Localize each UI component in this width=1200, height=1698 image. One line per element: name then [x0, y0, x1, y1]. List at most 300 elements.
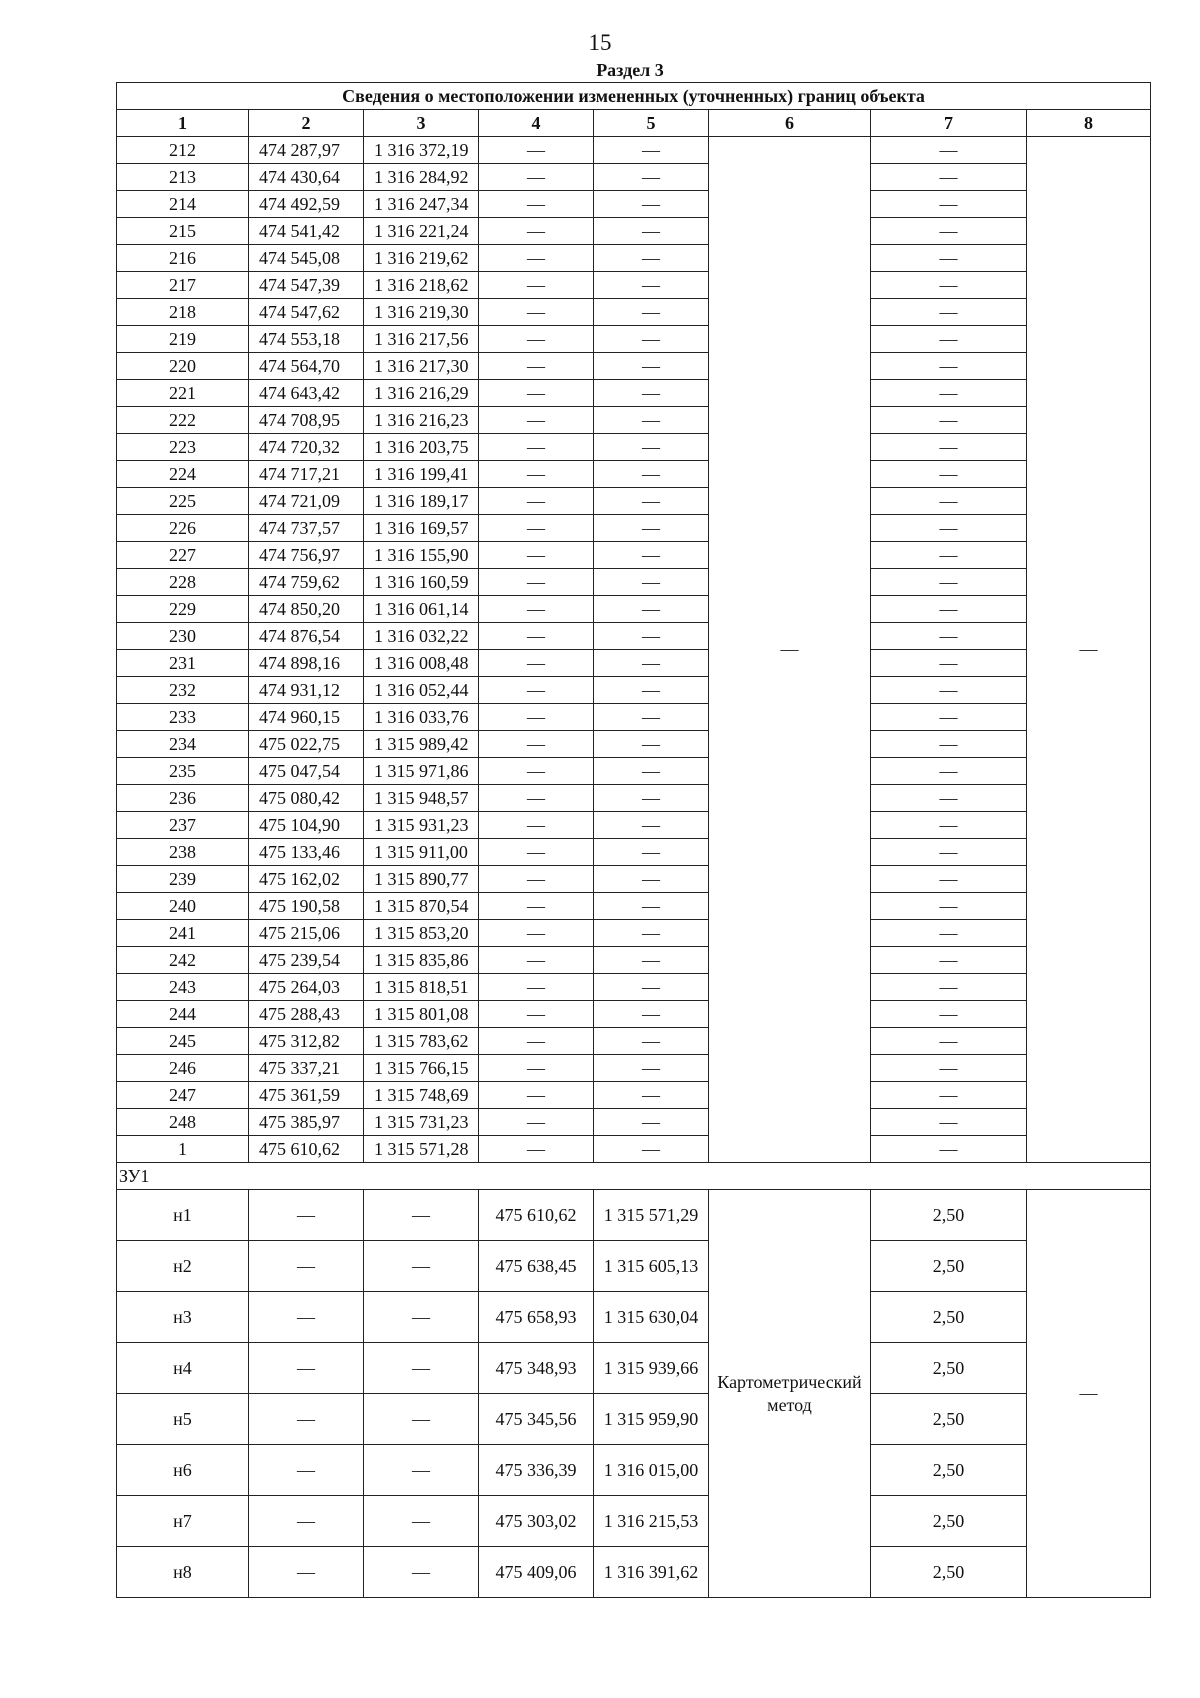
- accuracy-cell: —: [871, 272, 1027, 299]
- coord-x-existing: —: [249, 1496, 364, 1547]
- coord-x-existing: —: [249, 1445, 364, 1496]
- coord-x-new: —: [479, 380, 594, 407]
- coord-y-new: 1 315 571,29: [594, 1190, 709, 1241]
- coord-y-existing: 1 316 155,90: [364, 542, 479, 569]
- coord-y-existing: 1 316 217,30: [364, 353, 479, 380]
- coord-y-new: —: [594, 191, 709, 218]
- method-cell: —: [709, 137, 871, 1163]
- point-number: 219: [117, 326, 249, 353]
- coord-x-new: —: [479, 245, 594, 272]
- accuracy-cell: —: [871, 137, 1027, 164]
- table-row: [117, 893, 1151, 920]
- coord-y-existing: 1 315 911,00: [364, 839, 479, 866]
- table-title: Сведения о местоположении измененных (уточненных) границ объекта: [117, 83, 1151, 110]
- accuracy-cell: 2,50: [871, 1292, 1027, 1343]
- coord-y-new: —: [594, 1082, 709, 1109]
- column-number: 3: [364, 110, 479, 137]
- coord-x-existing: 474 492,59: [249, 191, 364, 218]
- coord-y-new: —: [594, 218, 709, 245]
- coord-x-existing: 474 876,54: [249, 623, 364, 650]
- point-number: 220: [117, 353, 249, 380]
- coord-y-existing: 1 315 818,51: [364, 974, 479, 1001]
- point-number: 221: [117, 380, 249, 407]
- coord-x-new: —: [479, 758, 594, 785]
- coord-y-new: —: [594, 137, 709, 164]
- coord-x-new: 475 658,93: [479, 1292, 594, 1343]
- method-cell: Картометрический метод: [709, 1190, 871, 1598]
- coord-y-new: —: [594, 164, 709, 191]
- point-number: 230: [117, 623, 249, 650]
- coord-x-existing: —: [249, 1394, 364, 1445]
- point-number: 233: [117, 704, 249, 731]
- coord-y-existing: 1 316 160,59: [364, 569, 479, 596]
- coord-y-new: —: [594, 1109, 709, 1136]
- table-row: [117, 299, 1151, 326]
- coord-y-new: —: [594, 542, 709, 569]
- coord-y-existing: —: [364, 1241, 479, 1292]
- coord-y-existing: 1 315 748,69: [364, 1082, 479, 1109]
- coord-x-new: —: [479, 326, 594, 353]
- table-row: [117, 1496, 1151, 1547]
- table-row: [117, 1292, 1151, 1343]
- point-number: 231: [117, 650, 249, 677]
- point-number: 232: [117, 677, 249, 704]
- coord-y-new: —: [594, 434, 709, 461]
- column-number: 2: [249, 110, 364, 137]
- accuracy-cell: —: [871, 461, 1027, 488]
- coord-y-existing: 1 316 052,44: [364, 677, 479, 704]
- coord-y-existing: 1 316 372,19: [364, 137, 479, 164]
- coord-x-existing: 474 564,70: [249, 353, 364, 380]
- accuracy-cell: —: [871, 731, 1027, 758]
- coord-x-new: 475 638,45: [479, 1241, 594, 1292]
- coord-x-existing: 474 553,18: [249, 326, 364, 353]
- accuracy-cell: —: [871, 542, 1027, 569]
- coord-x-existing: 475 190,58: [249, 893, 364, 920]
- coord-y-existing: 1 316 221,24: [364, 218, 479, 245]
- coord-y-existing: 1 316 216,23: [364, 407, 479, 434]
- column-number: 5: [594, 110, 709, 137]
- coord-x-new: 475 610,62: [479, 1190, 594, 1241]
- coord-y-existing: 1 315 801,08: [364, 1001, 479, 1028]
- table-row: [117, 1055, 1151, 1082]
- coord-x-new: 475 303,02: [479, 1496, 594, 1547]
- coord-y-new: 1 315 959,90: [594, 1394, 709, 1445]
- coord-y-existing: —: [364, 1190, 479, 1241]
- boundary-table: [116, 82, 1151, 1598]
- point-number: 223: [117, 434, 249, 461]
- table-row: [117, 218, 1151, 245]
- point-number: н1: [117, 1190, 249, 1241]
- coord-x-existing: 475 022,75: [249, 731, 364, 758]
- coord-y-existing: 1 316 284,92: [364, 164, 479, 191]
- coord-x-new: 475 348,93: [479, 1343, 594, 1394]
- point-number: н6: [117, 1445, 249, 1496]
- coord-y-new: —: [594, 623, 709, 650]
- point-number: н8: [117, 1547, 249, 1598]
- accuracy-cell: —: [871, 866, 1027, 893]
- column-number: 4: [479, 110, 594, 137]
- table-row: [117, 569, 1151, 596]
- coord-x-existing: 475 337,21: [249, 1055, 364, 1082]
- coord-x-new: —: [479, 650, 594, 677]
- accuracy-cell: —: [871, 839, 1027, 866]
- coord-x-new: 475 409,06: [479, 1547, 594, 1598]
- coord-y-existing: 1 316 218,62: [364, 272, 479, 299]
- coord-y-new: —: [594, 407, 709, 434]
- accuracy-cell: —: [871, 407, 1027, 434]
- point-number: н2: [117, 1241, 249, 1292]
- coord-x-existing: 474 960,15: [249, 704, 364, 731]
- coord-y-new: 1 316 391,62: [594, 1547, 709, 1598]
- coord-y-existing: —: [364, 1292, 479, 1343]
- coord-x-new: —: [479, 299, 594, 326]
- coord-x-existing: 474 545,08: [249, 245, 364, 272]
- table-row: [117, 812, 1151, 839]
- accuracy-cell: —: [871, 1109, 1027, 1136]
- point-number: 247: [117, 1082, 249, 1109]
- coord-y-existing: —: [364, 1445, 479, 1496]
- accuracy-cell: —: [871, 515, 1027, 542]
- group-label: ЗУ1: [117, 1163, 1151, 1190]
- table-row: [117, 272, 1151, 299]
- page-number: 15: [588, 30, 612, 55]
- coord-x-new: —: [479, 488, 594, 515]
- point-number: 222: [117, 407, 249, 434]
- table-row: [117, 326, 1151, 353]
- coord-x-existing: 475 080,42: [249, 785, 364, 812]
- coord-y-new: —: [594, 272, 709, 299]
- table-row: [117, 839, 1151, 866]
- coord-y-new: 1 316 015,00: [594, 1445, 709, 1496]
- table-row: [117, 731, 1151, 758]
- column-number: 1: [117, 110, 249, 137]
- coord-x-new: —: [479, 515, 594, 542]
- point-number: 218: [117, 299, 249, 326]
- accuracy-cell: 2,50: [871, 1241, 1027, 1292]
- accuracy-cell: —: [871, 1082, 1027, 1109]
- coord-x-new: —: [479, 218, 594, 245]
- coord-x-existing: —: [249, 1292, 364, 1343]
- accuracy-cell: —: [871, 596, 1027, 623]
- coord-y-new: —: [594, 1001, 709, 1028]
- coord-x-existing: —: [249, 1547, 364, 1598]
- coord-y-existing: 1 315 783,62: [364, 1028, 479, 1055]
- accuracy-cell: —: [871, 974, 1027, 1001]
- coord-x-new: —: [479, 191, 594, 218]
- coord-y-new: —: [594, 758, 709, 785]
- coord-x-new: —: [479, 1001, 594, 1028]
- coord-x-new: —: [479, 1136, 594, 1163]
- table-row: [117, 758, 1151, 785]
- accuracy-cell: —: [871, 893, 1027, 920]
- point-number: 234: [117, 731, 249, 758]
- point-number: 228: [117, 569, 249, 596]
- table-row: [117, 1028, 1151, 1055]
- accuracy-cell: —: [871, 569, 1027, 596]
- coord-x-new: —: [479, 1028, 594, 1055]
- accuracy-cell: —: [871, 164, 1027, 191]
- coord-x-existing: 475 162,02: [249, 866, 364, 893]
- coord-x-new: —: [479, 785, 594, 812]
- coord-y-existing: 1 315 890,77: [364, 866, 479, 893]
- table-row: [117, 704, 1151, 731]
- point-number: 224: [117, 461, 249, 488]
- accuracy-cell: —: [871, 245, 1027, 272]
- coord-x-existing: 474 720,32: [249, 434, 364, 461]
- point-number: 226: [117, 515, 249, 542]
- accuracy-cell: —: [871, 191, 1027, 218]
- coord-x-existing: 475 610,62: [249, 1136, 364, 1163]
- table-row: [117, 866, 1151, 893]
- table-row: [117, 1190, 1151, 1241]
- table-row: [117, 650, 1151, 677]
- coord-x-existing: 475 361,59: [249, 1082, 364, 1109]
- coord-y-new: —: [594, 1028, 709, 1055]
- coord-y-new: —: [594, 920, 709, 947]
- table-row: [117, 1547, 1151, 1598]
- coord-x-existing: 474 756,97: [249, 542, 364, 569]
- table-row: [117, 1001, 1151, 1028]
- coord-y-existing: —: [364, 1496, 479, 1547]
- coord-y-existing: 1 315 571,28: [364, 1136, 479, 1163]
- coord-y-new: —: [594, 596, 709, 623]
- coord-x-existing: 475 312,82: [249, 1028, 364, 1055]
- coord-x-existing: 475 133,46: [249, 839, 364, 866]
- coord-y-new: —: [594, 245, 709, 272]
- table-row: [117, 1241, 1151, 1292]
- coord-y-new: —: [594, 515, 709, 542]
- point-number: 229: [117, 596, 249, 623]
- group-header-row: [117, 1163, 1151, 1190]
- coord-x-existing: 474 287,97: [249, 137, 364, 164]
- table-row: [117, 1136, 1151, 1163]
- coord-x-existing: 474 541,42: [249, 218, 364, 245]
- coord-y-existing: —: [364, 1547, 479, 1598]
- coord-x-existing: 475 104,90: [249, 812, 364, 839]
- table-row: [117, 434, 1151, 461]
- table-row: [117, 461, 1151, 488]
- accuracy-cell: —: [871, 677, 1027, 704]
- point-number: 243: [117, 974, 249, 1001]
- coord-x-new: —: [479, 434, 594, 461]
- coord-x-existing: —: [249, 1190, 364, 1241]
- coord-y-new: —: [594, 704, 709, 731]
- coord-y-new: —: [594, 812, 709, 839]
- accuracy-cell: —: [871, 758, 1027, 785]
- coord-y-new: —: [594, 461, 709, 488]
- accuracy-cell: —: [871, 1055, 1027, 1082]
- coord-y-existing: —: [364, 1394, 479, 1445]
- section-title: Раздел 3: [596, 60, 664, 80]
- table-row: [117, 164, 1151, 191]
- point-number: 215: [117, 218, 249, 245]
- coord-y-existing: 1 316 217,56: [364, 326, 479, 353]
- accuracy-cell: 2,50: [871, 1190, 1027, 1241]
- table-row: [117, 947, 1151, 974]
- coord-y-existing: 1 315 870,54: [364, 893, 479, 920]
- coord-y-existing: 1 316 216,29: [364, 380, 479, 407]
- coord-y-new: —: [594, 866, 709, 893]
- column-number: 6: [709, 110, 871, 137]
- coord-x-new: 475 345,56: [479, 1394, 594, 1445]
- point-number: 235: [117, 758, 249, 785]
- coord-y-existing: 1 316 203,75: [364, 434, 479, 461]
- point-number: н7: [117, 1496, 249, 1547]
- coord-x-new: —: [479, 866, 594, 893]
- coord-y-existing: 1 316 008,48: [364, 650, 479, 677]
- coord-y-new: —: [594, 785, 709, 812]
- accuracy-cell: —: [871, 488, 1027, 515]
- accuracy-cell: —: [871, 218, 1027, 245]
- coord-x-new: —: [479, 893, 594, 920]
- coord-x-new: —: [479, 542, 594, 569]
- table-row: [117, 1394, 1151, 1445]
- coord-y-new: —: [594, 326, 709, 353]
- coord-x-new: —: [479, 947, 594, 974]
- point-number: 246: [117, 1055, 249, 1082]
- coord-x-existing: 475 047,54: [249, 758, 364, 785]
- coord-y-new: —: [594, 731, 709, 758]
- coord-y-new: —: [594, 650, 709, 677]
- coord-x-new: —: [479, 920, 594, 947]
- accuracy-cell: 2,50: [871, 1445, 1027, 1496]
- coord-x-new: —: [479, 407, 594, 434]
- coord-x-new: —: [479, 137, 594, 164]
- coord-x-existing: 474 547,39: [249, 272, 364, 299]
- coord-x-new: —: [479, 272, 594, 299]
- accuracy-cell: 2,50: [871, 1394, 1027, 1445]
- accuracy-cell: —: [871, 1028, 1027, 1055]
- coord-x-new: —: [479, 1082, 594, 1109]
- coord-x-new: —: [479, 353, 594, 380]
- coord-x-existing: 475 385,97: [249, 1109, 364, 1136]
- accuracy-cell: —: [871, 650, 1027, 677]
- table-row: [117, 785, 1151, 812]
- table-row: [117, 596, 1151, 623]
- coord-y-new: —: [594, 1136, 709, 1163]
- table-row: [117, 1082, 1151, 1109]
- table-row: [117, 542, 1151, 569]
- coord-x-existing: 474 547,62: [249, 299, 364, 326]
- coord-x-new: —: [479, 596, 594, 623]
- table-row: [117, 920, 1151, 947]
- accuracy-cell: —: [871, 353, 1027, 380]
- coord-y-existing: 1 316 169,57: [364, 515, 479, 542]
- coord-y-existing: 1 315 835,86: [364, 947, 479, 974]
- coord-x-existing: 474 717,21: [249, 461, 364, 488]
- accuracy-cell: —: [871, 326, 1027, 353]
- point-number: 214: [117, 191, 249, 218]
- point-number: 225: [117, 488, 249, 515]
- table-row: [117, 137, 1151, 164]
- point-number: н3: [117, 1292, 249, 1343]
- accuracy-cell: —: [871, 1136, 1027, 1163]
- coord-x-existing: —: [249, 1241, 364, 1292]
- table-row: [117, 974, 1151, 1001]
- accuracy-cell: —: [871, 785, 1027, 812]
- coord-x-new: —: [479, 704, 594, 731]
- coord-x-new: —: [479, 461, 594, 488]
- accuracy-cell: —: [871, 704, 1027, 731]
- accuracy-cell: 2,50: [871, 1343, 1027, 1394]
- coord-y-new: —: [594, 569, 709, 596]
- coord-x-existing: 474 850,20: [249, 596, 364, 623]
- coord-x-new: —: [479, 974, 594, 1001]
- table-row: [117, 1445, 1151, 1496]
- description-cell: —: [1027, 137, 1151, 1163]
- table-row: [117, 380, 1151, 407]
- point-number: 213: [117, 164, 249, 191]
- point-number: 241: [117, 920, 249, 947]
- table-row: [117, 1109, 1151, 1136]
- point-number: 212: [117, 137, 249, 164]
- accuracy-cell: —: [871, 812, 1027, 839]
- coord-x-existing: 475 239,54: [249, 947, 364, 974]
- accuracy-cell: —: [871, 380, 1027, 407]
- point-number: 244: [117, 1001, 249, 1028]
- coord-y-new: —: [594, 974, 709, 1001]
- coord-x-existing: 474 430,64: [249, 164, 364, 191]
- coord-y-existing: 1 315 948,57: [364, 785, 479, 812]
- coord-x-new: —: [479, 164, 594, 191]
- table-row: [117, 245, 1151, 272]
- point-number: 237: [117, 812, 249, 839]
- table-row: [117, 677, 1151, 704]
- coord-x-new: —: [479, 1055, 594, 1082]
- coord-x-new: —: [479, 731, 594, 758]
- point-number: 248: [117, 1109, 249, 1136]
- accuracy-cell: —: [871, 434, 1027, 461]
- coord-y-new: —: [594, 488, 709, 515]
- description-cell: —: [1027, 1190, 1151, 1598]
- coord-y-new: —: [594, 299, 709, 326]
- table-row: [117, 488, 1151, 515]
- point-number: 239: [117, 866, 249, 893]
- coord-y-existing: 1 315 853,20: [364, 920, 479, 947]
- coord-y-new: —: [594, 893, 709, 920]
- coord-y-existing: 1 316 247,34: [364, 191, 479, 218]
- coord-x-existing: —: [249, 1343, 364, 1394]
- point-number: 216: [117, 245, 249, 272]
- coord-y-new: —: [594, 1055, 709, 1082]
- accuracy-cell: —: [871, 947, 1027, 974]
- coord-x-existing: 474 737,57: [249, 515, 364, 542]
- coord-x-new: —: [479, 569, 594, 596]
- coord-x-new: 475 336,39: [479, 1445, 594, 1496]
- point-number: 242: [117, 947, 249, 974]
- point-number: н4: [117, 1343, 249, 1394]
- coord-x-new: —: [479, 839, 594, 866]
- coord-y-existing: 1 316 061,14: [364, 596, 479, 623]
- coord-y-new: 1 315 630,04: [594, 1292, 709, 1343]
- column-number: 7: [871, 110, 1027, 137]
- coord-x-existing: 474 643,42: [249, 380, 364, 407]
- coord-y-new: —: [594, 677, 709, 704]
- coord-y-new: 1 316 215,53: [594, 1496, 709, 1547]
- coord-y-new: —: [594, 839, 709, 866]
- coord-y-existing: 1 315 989,42: [364, 731, 479, 758]
- coord-y-existing: 1 315 731,23: [364, 1109, 479, 1136]
- point-number: 217: [117, 272, 249, 299]
- coord-y-existing: 1 316 032,22: [364, 623, 479, 650]
- accuracy-cell: 2,50: [871, 1547, 1027, 1598]
- coord-y-new: —: [594, 353, 709, 380]
- coord-y-existing: 1 315 971,86: [364, 758, 479, 785]
- table-row: [117, 1343, 1151, 1394]
- point-number: 236: [117, 785, 249, 812]
- coord-x-existing: 475 288,43: [249, 1001, 364, 1028]
